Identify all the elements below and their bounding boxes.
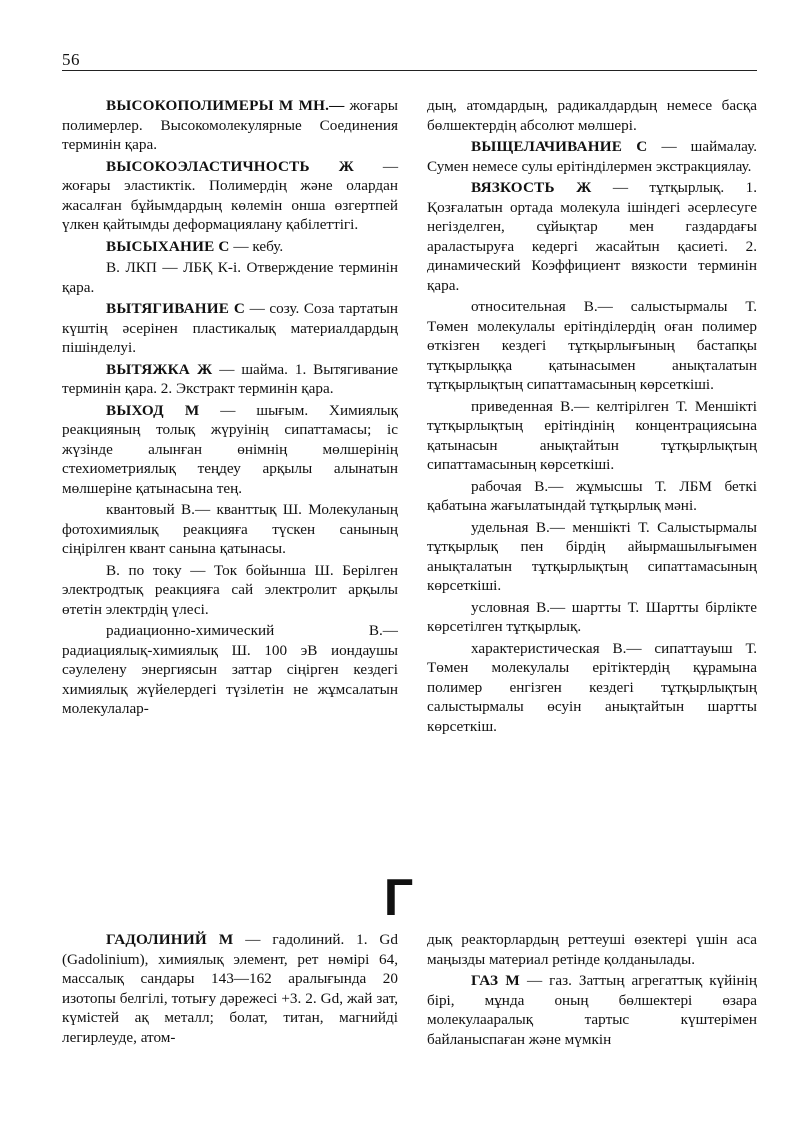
- entry-definition: радиационно-химический В.— радиациялық-химиялық Ш. 100 эВ иондаушы сәулелену энергиясын заттар сіңірген кездегі химиялық жүйелердегі түзілетін не жұмсалатын молекулалар-: [62, 622, 398, 717]
- entry-headword: ВЫТЯГИВАНИЕ С: [106, 300, 246, 317]
- section-letter: Г: [383, 869, 414, 927]
- entry-definition: рабочая В.— жұмысшы Т. ЛБМ беткі қабатына жағылатындай тұтқырлық мәні.: [427, 477, 757, 514]
- entry-definition: дық реакторлардың реттеуші өзектері үшін аса маңызды материал ретінде қолданылады.: [427, 931, 757, 968]
- entry-headword: ВЫСЫХАНИЕ С: [106, 237, 230, 255]
- dictionary-entry: [427, 96, 757, 135]
- entry-definition: — шығым. Химиялық реакцияның толық жүруінің сипаттамасы; іс жүзінде алынған өнімнің мөлшерінің стехиометриялық теңдеу арқылы алынатын мөлшеріне қатынасына тең.: [62, 401, 398, 497]
- dictionary-entry: [62, 299, 398, 358]
- dictionary-entry: [427, 598, 757, 637]
- entry-headword: ВЯЗКОСТЬ Ж: [471, 179, 592, 196]
- dictionary-entry: [427, 930, 757, 969]
- entry-definition: — тұтқырлық. 1. Қозғалатын ортада молекула ішіндегі әсерлесуге негізделген, сұйықтар мен газдардағы араластыруға кедергі жасайтын қасиеті. 2. динамический Коэффициент вязкости терминін қара.: [427, 179, 757, 294]
- right-column-top: [427, 96, 757, 738]
- dictionary-entry: [427, 518, 757, 596]
- right-column-bottom: [427, 930, 757, 1051]
- dictionary-entry: [427, 137, 757, 176]
- entry-definition: — шайма. 1. Вытягивание терминін қара. 2. Экстракт терминін қара.: [62, 360, 398, 397]
- dictionary-entry: [62, 96, 398, 155]
- entry-definition: — созу. Соза тартатын күштің әсерінен пластикалық материалдардың пішінделуі.: [62, 300, 398, 356]
- entry-headword: ГАЗ М: [471, 972, 520, 989]
- dictionary-entry: [427, 397, 757, 475]
- entry-definition: жоғары полимерлер. Высокомолекулярные Соединения терминін қара.: [62, 97, 398, 153]
- dictionary-entry: [427, 178, 757, 295]
- entry-definition: квантовый В.— кванттық Ш. Молекуланың фотохимиялық реакцияға түскен санының сіңірілген квант санына қатынасы.: [62, 501, 398, 557]
- entry-definition: удельная В.— меншікті Т. Салыстырмалы тұтқырлық пен бірдің айырмашылығымен анықталатын тұтқырлықтың сипаттамасының көрсеткіші.: [427, 518, 757, 594]
- entry-definition: относительная В.— салыстырмалы Т. Төмен молекулалы ерітінділердің оған полимер өткізген кездегі тұтқырлығының бастапқы тұтқырлыққа қатынасымен анықталатын тұтқырлықтың сипаттамасының көрсеткіші.: [427, 298, 757, 393]
- dictionary-entry: [62, 930, 398, 1047]
- entry-headword: ГАДОЛИНИЙ М: [106, 931, 234, 948]
- left-column-bottom: [62, 930, 398, 1049]
- entry-headword: ВЫЩЕЛАЧИВАНИЕ С: [471, 138, 648, 155]
- entry-definition: — гадолиний. 1. Gd (Gadolinium), химиялық элемент, рет нөмірі 64, массалық сандары 143—162 аралығында 20 изотопы белгілі, тотығу дәрежесі +3. 2. Gd, жай зат, күмістей ақ металл; болат, титан, магнийді легирлеуде, атом-: [62, 931, 398, 1046]
- dictionary-entry: [62, 237, 398, 257]
- entry-headword: ВЫСОКОЭЛАСТИЧНОСТЬ Ж: [106, 157, 354, 175]
- dictionary-entry: [427, 971, 757, 1049]
- entry-definition: характеристическая В.— сипаттауыш Т. Төмен молекулалы ерітіктердің құрамына полимер енгізген кездегі тұтқырлықтың салыстырмалы өсуін анықтайтын шартты көрсеткіш.: [427, 639, 757, 735]
- dictionary-entry: [62, 258, 398, 297]
- entry-definition: — жоғары эластиктік. Полимердің және олардан жасалған бұйымдардың көлемін онша өзгертпей үлкен қайтымды деформациялану қабілеттігі.: [62, 157, 399, 233]
- header-rule: [62, 70, 757, 71]
- entry-definition: — газ. Заттың агрегаттық күйінің бірі, мұнда оның бөлшектері өзара молекулааралық тартыс күштерімен байланыспаған және мүмкін: [427, 972, 757, 1048]
- entry-definition: В. по току — Ток бойынша Ш. Берілген электродтық реакцияға сай электролит арқылы өтетін электрдің үлесі.: [62, 561, 398, 618]
- dictionary-entry: [62, 621, 398, 719]
- dictionary-entry: [62, 401, 398, 499]
- entry-headword: ВЫТЯЖКА Ж: [106, 360, 213, 378]
- dictionary-entry: [427, 477, 757, 516]
- dictionary-entry: [62, 500, 398, 559]
- dictionary-entry: [427, 297, 757, 395]
- entry-definition: В. ЛКП — ЛБҚ К-і. Отверждение терминін қара.: [62, 259, 398, 296]
- dictionary-entry: [62, 360, 398, 399]
- entry-definition: — шаймалау. Сумен немесе сулы ерітінділермен экстракциялау.: [427, 138, 757, 175]
- dictionary-entry: [427, 639, 757, 737]
- entry-headword: ВЫСОКОПОЛИМЕРЫ М МН.—: [106, 97, 345, 114]
- dictionary-entry: [62, 561, 398, 620]
- entry-definition: — кебу.: [229, 237, 284, 255]
- dictionary-entry: [62, 157, 398, 235]
- page-number: 56: [62, 50, 80, 69]
- left-column-top: [62, 96, 398, 721]
- entry-definition: дың, атомдардың, радикалдардың немесе басқа бөлшектердің абсолют мөлшері.: [427, 97, 757, 134]
- entry-definition: приведенная В.— келтірілген Т. Меншікті тұтқырлықтың ерітіндінің концентрациясына қатынасын анықтайтын тұтқырлықтың сипаттамасының көрсеткіші.: [427, 397, 757, 473]
- entry-headword: ВЫХОД М: [106, 401, 200, 419]
- entry-definition: условная В.— шартты Т. Шартты бірлікте көрсетілген тұтқырлық.: [427, 598, 757, 635]
